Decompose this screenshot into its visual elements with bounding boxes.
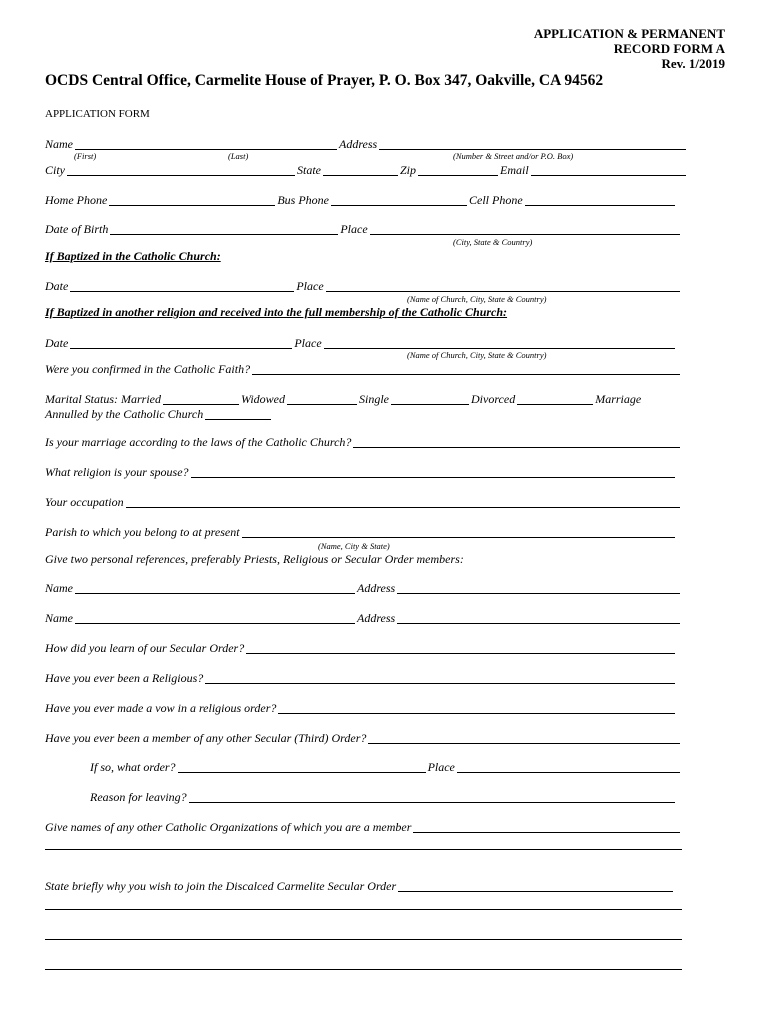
marriage-laws-field[interactable] (353, 436, 680, 448)
email-field[interactable] (531, 164, 686, 176)
divorced-label: Divorced (471, 392, 516, 406)
learn-row (45, 641, 677, 656)
spouse-religion-row (45, 465, 677, 480)
birth-place-field[interactable] (370, 223, 680, 235)
church-hint-2: (Name of Church, City, State & Country) (407, 350, 547, 360)
birth-place-hint: (City, State & Country) (453, 237, 533, 247)
baptism-date-label: Date (45, 279, 69, 293)
member-other-label: Have you ever been a member of any other Secular (Third) Order? (45, 731, 367, 745)
marriage-label: Marriage (595, 392, 642, 406)
dob-label: Date of Birth (45, 222, 109, 236)
zip-label: Zip (400, 163, 417, 177)
why-join-row (45, 879, 675, 894)
reason-row (90, 790, 677, 805)
baptism-place-field[interactable] (326, 280, 680, 292)
member-other-field[interactable] (368, 732, 680, 744)
widowed-label: Widowed (241, 392, 285, 406)
annulled-row (45, 406, 305, 422)
occupation-row (45, 495, 682, 510)
reference-1-address-field[interactable] (397, 582, 680, 594)
form-id-line2: RECORD FORM A (613, 41, 725, 56)
reason-field[interactable] (189, 791, 675, 803)
baptism-place-label: Place (296, 279, 324, 293)
parish-field[interactable] (242, 526, 675, 538)
cell-phone-label: Cell Phone (468, 193, 523, 207)
reception-place-field[interactable] (324, 337, 675, 349)
zip-field[interactable] (418, 164, 498, 176)
street-hint: (Number & Street and/or P.O. Box) (453, 151, 574, 161)
city-row (45, 162, 688, 178)
bus-phone-field[interactable] (331, 194, 467, 206)
form-subtitle: APPLICATION FORM (45, 108, 150, 120)
parish-row (45, 525, 677, 540)
why-join-field[interactable] (398, 880, 673, 892)
if-so-row (90, 760, 682, 775)
why-join-line-2[interactable] (45, 909, 682, 910)
vow-label: Have you ever made a vow in a religious order? (45, 701, 277, 715)
annulled-label: Annulled by the Catholic Church (45, 407, 204, 421)
if-so-label: If so, what order? (90, 760, 176, 774)
why-join-line-3[interactable] (45, 939, 682, 940)
single-label: Single (359, 392, 389, 406)
reference-2-address-field[interactable] (397, 612, 680, 624)
last-hint: (Last) (228, 151, 249, 161)
first-hint: (First) (74, 151, 97, 161)
other-orgs-label: Give names of any other Catholic Organizations of which you are a member (45, 820, 412, 834)
reference-2-row (45, 611, 682, 626)
other-orgs-row (45, 820, 682, 835)
religious-row (45, 671, 677, 686)
if-so-order-field[interactable] (178, 761, 426, 773)
why-join-label: State briefly why you wish to join the Discalced Carmelite Secular Order (45, 879, 397, 893)
why-join-line-4[interactable] (45, 969, 682, 970)
reference-2-name-label: Name (45, 611, 73, 625)
divorced-field[interactable] (517, 393, 593, 405)
married-field[interactable] (163, 393, 239, 405)
confirmed-field[interactable] (252, 363, 680, 375)
city-label: City (45, 163, 65, 177)
dob-row (45, 221, 682, 237)
spouse-religion-label: What religion is your spouse? (45, 465, 189, 479)
marriage-laws-row (45, 435, 682, 450)
name-label: Name (45, 137, 73, 151)
office-title: OCDS Central Office, Carmelite House of Prayer, P. O. Box 347, Oakville, CA 94562 (45, 72, 604, 89)
home-phone-label: Home Phone (45, 193, 108, 207)
city-field[interactable] (67, 164, 295, 176)
baptized-other-heading: If Baptized in another religion and received into the full membership of the Catholic Church: (45, 305, 508, 319)
dob-field[interactable] (110, 223, 338, 235)
address-label: Address (339, 137, 378, 151)
other-orgs-field[interactable] (413, 821, 680, 833)
church-hint-1: (Name of Church, City, State & Country) (407, 294, 547, 304)
cell-phone-field[interactable] (525, 194, 675, 206)
reception-row (45, 335, 677, 351)
member-other-row (45, 731, 682, 746)
revision-label: Rev. 1/2019 (661, 56, 725, 71)
parish-label: Parish to which you belong to at present (45, 525, 240, 539)
widowed-field[interactable] (287, 393, 357, 405)
state-label: State (297, 163, 321, 177)
form-id-line1: APPLICATION & PERMANENT (533, 26, 725, 41)
religious-field[interactable] (205, 672, 675, 684)
learn-label: How did you learn of our Secular Order? (45, 641, 245, 655)
address-field[interactable] (379, 138, 686, 150)
married-label: Marital Status: Married (45, 392, 161, 406)
marriage-laws-label: Is your marriage according to the laws of the Catholic Church? (45, 435, 352, 449)
email-label: Email (500, 163, 529, 177)
reference-2-address-label: Address (357, 611, 396, 625)
catholic-baptism-row (45, 278, 682, 294)
bus-phone-label: Bus Phone (277, 193, 329, 207)
reception-date-field[interactable] (70, 337, 292, 349)
vow-row (45, 701, 677, 716)
home-phone-field[interactable] (109, 194, 275, 206)
birth-place-label: Place (340, 222, 368, 236)
phone-row (45, 192, 677, 208)
parish-hint: (Name, City & State) (318, 541, 390, 551)
name-field[interactable] (75, 138, 337, 150)
reference-1-address-label: Address (357, 581, 396, 595)
reception-date-label: Date (45, 336, 69, 350)
reason-label: Reason for leaving? (90, 790, 187, 804)
reference-1-name-field[interactable] (75, 582, 355, 594)
reference-1-row (45, 581, 682, 596)
annulled-field[interactable] (205, 408, 271, 420)
reception-place-label: Place (294, 336, 322, 350)
spouse-religion-field[interactable] (191, 466, 675, 478)
learn-field[interactable] (246, 642, 675, 654)
occupation-label: Your occupation (45, 495, 124, 509)
name-address-row (45, 136, 688, 152)
reference-1-name-label: Name (45, 581, 73, 595)
confirmed-row (45, 362, 682, 377)
single-field[interactable] (391, 393, 469, 405)
baptized-catholic-heading: If Baptized in the Catholic Church: (45, 249, 221, 263)
other-orgs-line-2[interactable] (45, 849, 682, 850)
marital-row (45, 391, 688, 407)
confirmed-label: Were you confirmed in the Catholic Faith? (45, 362, 251, 376)
if-so-place-field[interactable] (457, 761, 680, 773)
state-field[interactable] (323, 164, 398, 176)
religious-label: Have you ever been a Religious? (45, 671, 204, 685)
if-so-place-label: Place (427, 760, 455, 774)
vow-field[interactable] (278, 702, 675, 714)
baptism-date-field[interactable] (70, 280, 294, 292)
reference-2-name-field[interactable] (75, 612, 355, 624)
references-heading: Give two personal references, preferably Priests, Religious or Secular Order members: (45, 552, 464, 566)
occupation-field[interactable] (126, 496, 680, 508)
